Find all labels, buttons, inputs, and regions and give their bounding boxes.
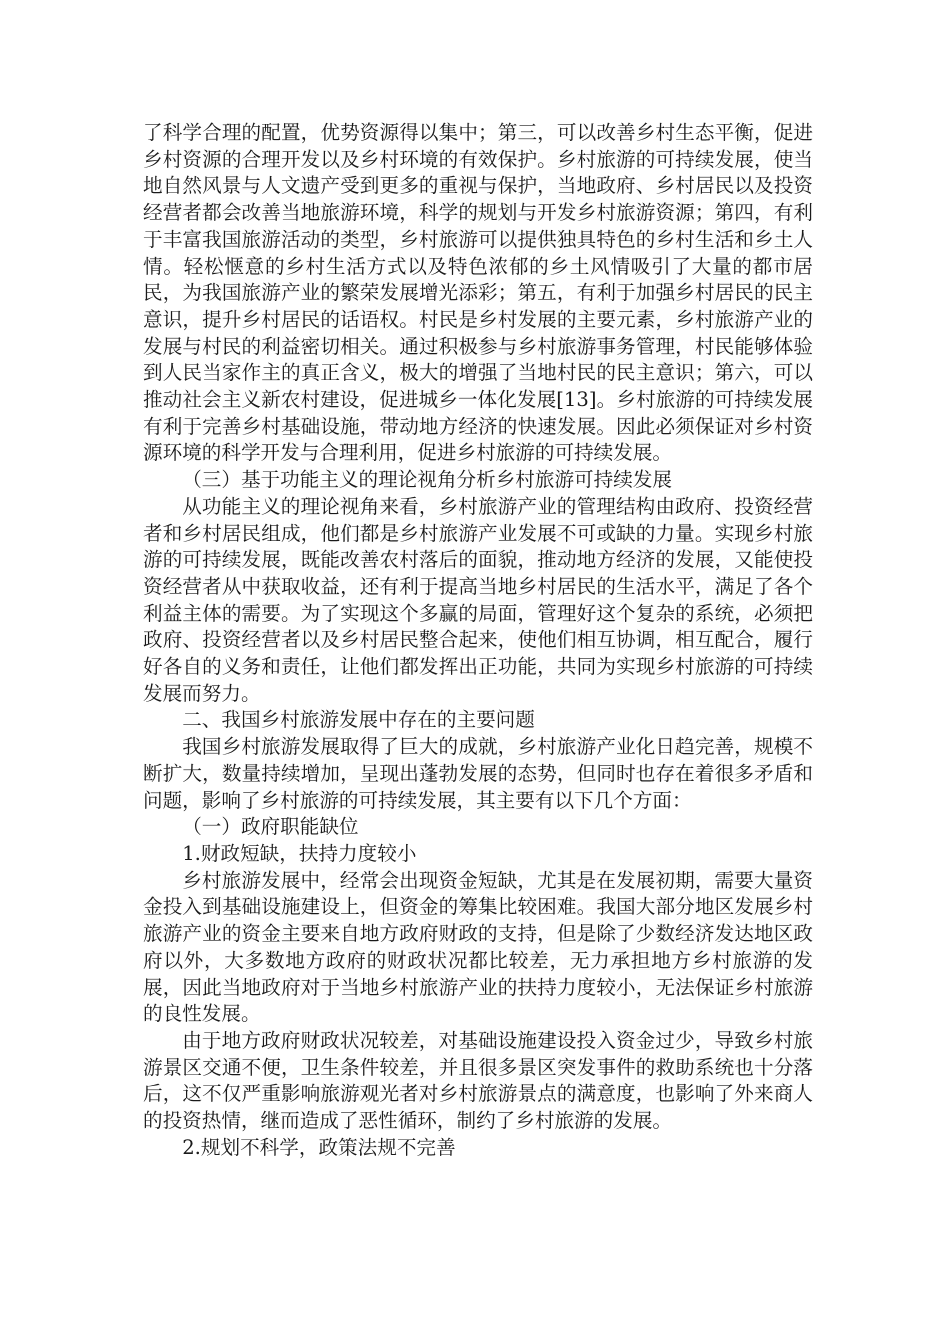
- paragraph-problems-intro: 我国乡村旅游发展取得了巨大的成就，乡村旅游产业化日趋完善，规模不断扩大，数量持续增加，呈现出蓬勃发展的态势，但同时也存在着很多矛盾和问题，影响了乡村旅游的可持续发展，其主要有以下几个方面：: [143, 735, 813, 812]
- subheading-planning: 2.规划不科学，政策法规不完善: [182, 1135, 456, 1159]
- section-heading-functionalism: （三）基于功能主义的理论视角分析乡村旅游可持续发展: [182, 468, 673, 492]
- paragraph-infrastructure: 由于地方政府财政状况较差，对基础设施建设投入资金过少，导致乡村旅游景区交通不便，卫生条件较差，并且很多景区突发事件的救助系统也十分落后，这不仅严重影响旅游观光者对乡村旅游景点的满意度，也影响了外来商人的投资热情，继而造成了恶性循环，制约了乡村旅游的发展。: [143, 1028, 813, 1133]
- chapter-heading-problems: 二、我国乡村旅游发展中存在的主要问题: [182, 708, 535, 732]
- document-body: [143, 120, 813, 1161]
- section-heading-government: （一）政府职能缺位: [182, 815, 359, 839]
- paragraph-functionalism: 从功能主义的理论视角来看，乡村旅游产业的管理结构由政府、投资经营者和乡村居民组成，他们都是乡村旅游产业发展不可或缺的力量。实现乡村旅游的可持续发展，既能改善农村落后的面貌，推动地方经济的发展，又能使投资经营者从中获取收益，还有利于提高当地乡村居民的生活水平，满足了各个利益主体的需要。为了实现这个多赢的局面，管理好这个复杂的系统，必须把政府、投资经营者以及乡村居民整合起来，使他们相互协调，相互配合，履行好各自的义务和责任，让他们都发挥出正功能，共同为实现乡村旅游的可持续发展而努力。: [143, 494, 813, 705]
- paragraph-finance: 乡村旅游发展中，经常会出现资金短缺，尤其是在发展初期，需要大量资金投入到基础设施建设上，但资金的筹集比较困难。我国大部分地区发展乡村旅游产业的资金主要来自地方政府财政的支持，但是除了少数经济发达地区政府以外，大多数地方政府的财政状况都比较差，无力承担地方乡村旅游的发展，因此当地政府对于当地乡村旅游产业的扶持力度较小，无法保证乡村旅游的良性发展。: [143, 868, 813, 1026]
- subheading-finance: 1.财政短缺，扶持力度较小: [182, 841, 417, 865]
- paragraph-continuation: 了科学合理的配置，优势资源得以集中；第三，可以改善乡村生态平衡，促进乡村资源的合理开发以及乡村环境的有效保护。乡村旅游的可持续发展，使当地自然风景与人文遗产受到更多的重视与保护，当地政府、乡村居民以及投资经营者都会改善当地旅游环境，科学的规划与开发乡村旅游资源；第四，有利于丰富我国旅游活动的类型，乡村旅游可以提供独具特色的乡村生活和乡土人情。轻松惬意的乡村生活方式以及特色浓郁的乡土风情吸引了大量的都市居民，为我国旅游产业的繁荣发展增光添彩；第五，有利于加强乡村居民的民主意识，提升乡村居民的话语权。村民是乡村发展的主要元素，乡村旅游产业的发展与村民的利益密切相关。通过积极参与乡村旅游事务管理，村民能够体验到人民当家作主的真正含义，极大的增强了当地村民的民主意识；第六，可以推动社会主义新农村建设，促进城乡一体化发展[13]。乡村旅游的可持续发展有利于完善乡村基础设施，带动地方经济的快速发展。因此必须保证对乡村资源环境的科学开发与合理利用，促进乡村旅游的可持续发展。: [143, 121, 813, 465]
